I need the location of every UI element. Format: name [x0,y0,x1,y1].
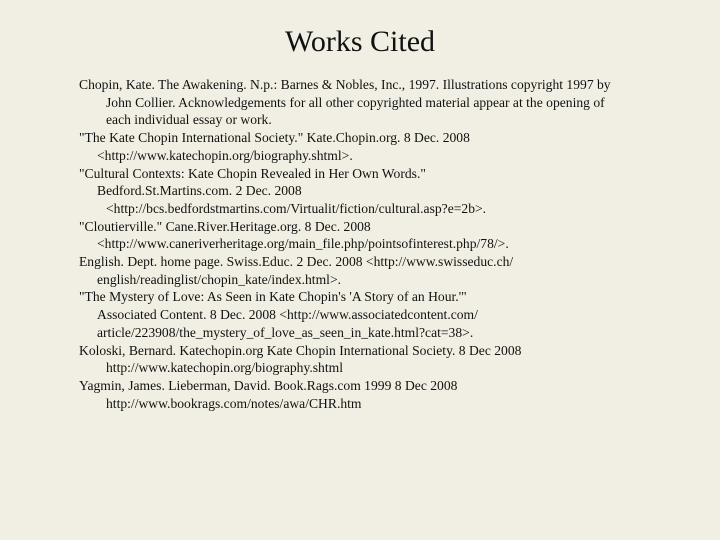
citation-line: English. Dept. home page. Swiss.Educ. 2 Dec. 2008 <http://www.swisseduc.ch/ [79,254,514,270]
citation-line: John Collier. Acknowledgements for all other copyrighted material appear at the opening of [106,94,605,110]
citation-line: http://www.bookrags.com/notes/awa/CHR.htm [106,395,362,411]
citation-line: english/readinglist/chopin_kate/index.html>. [97,271,342,287]
citation-line: Bedford.St.Martins.com. 2 Dec. 2008 [97,183,302,199]
citation-line: <http://www.caneriverheritage.org/main_file.php/pointsofinterest.php/78/>. [97,236,509,252]
citation-line: <http://bcs.bedfordstmartins.com/Virtualit/fiction/cultural.asp?e=2b>. [106,200,487,216]
citation-line: <http://www.katechopin.org/biography.shtml>. [97,147,353,163]
page-title: Works Cited [284,25,436,58]
citation-line: "The Kate Chopin International Society." Kate.Chopin.org. 8 Dec. 2008 [79,130,470,146]
citation-line: Associated Content. 8 Dec. 2008 <http://www.associatedcontent.com/ [97,307,478,323]
citation-line: each individual essay or work. [106,112,272,128]
citation-line: Chopin, Kate. The Awakening. N.p.: Barnes & Nobles, Inc., 1997. Illustrations copyright 1997 by [79,77,611,92]
citation-line: article/223908/the_mystery_of_love_as_seen_in_kate.html?cat=38>. [97,324,474,340]
citation-line: Koloski, Bernard. Katechopin.org Kate Chopin International Society. 8 Dec 2008 [79,342,522,358]
citation-line: "Cultural Contexts: Kate Chopin Revealed in Her Own Words." [79,165,426,181]
works-cited-list [79,76,709,412]
citation-line: http://www.katechopin.org/biography.shtml [106,360,343,376]
citation-line: "The Mystery of Love: As Seen in Kate Chopin's 'A Story of an Hour.'" [79,289,467,305]
citation-line: "Cloutierville." Cane.River.Heritage.org. 8 Dec. 2008 [79,218,371,234]
citation-line: Yagmin, James. Lieberman, David. Book.Rags.com 1999 8 Dec 2008 [79,377,458,393]
